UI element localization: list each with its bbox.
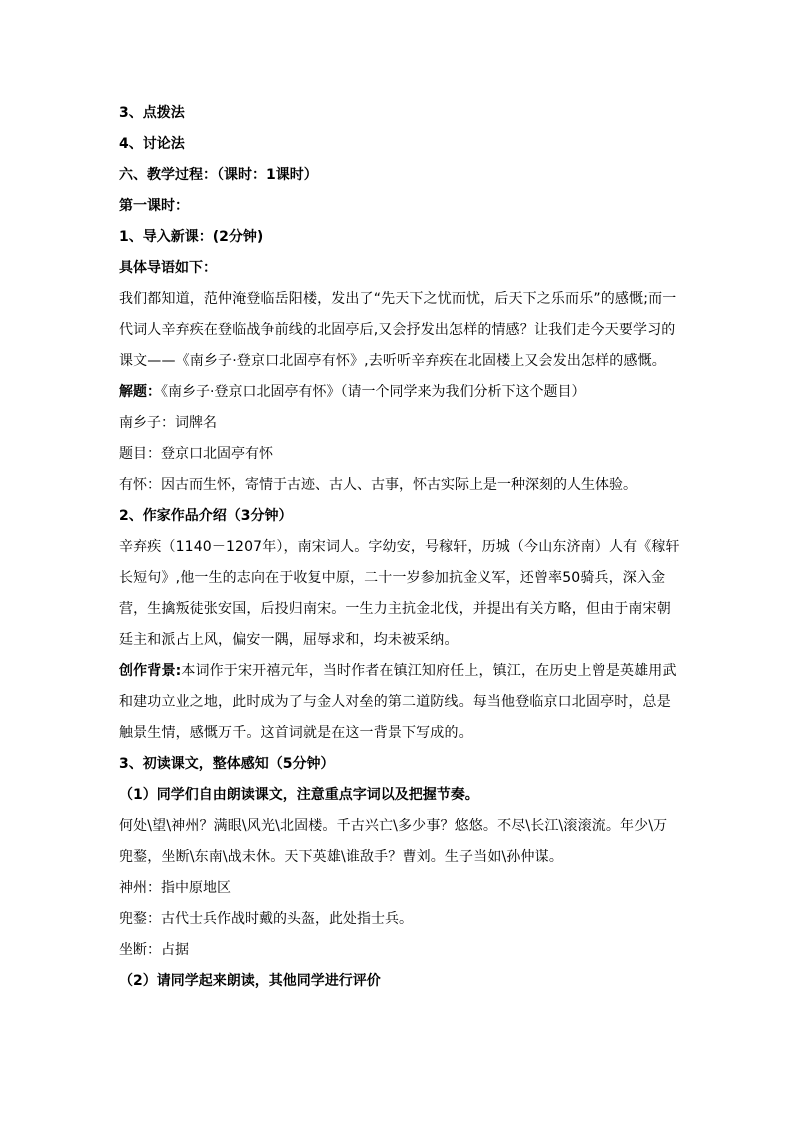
section-heading-teaching-process: 六、教学过程：（课时：1课时） [119, 167, 318, 183]
method-item-3: 3、点拨法 [119, 105, 185, 121]
step-heading-author: 2、作家作品介绍（3分钟） [119, 508, 293, 524]
step-heading-first-reading: 3、初读课文，整体感知（5分钟） [119, 756, 335, 772]
background-paragraph [119, 656, 681, 749]
youhuai-note: 有怀：因古而生怀，寄情于古迹、古人、古事，怀古实际上是一种深刻的人生体验。 [119, 477, 637, 493]
gloss-shenzhou: 神州：指中原地区 [119, 880, 231, 896]
title-note: 题目：登京口北固亭有怀 [119, 446, 273, 462]
title-explanation [119, 377, 681, 408]
document-body [119, 98, 681, 997]
author-paragraph: 辛弃疾（1140－1207年），南宋词人。字幼安，号稼轩，历城（今山东济南）人有《稼轩长短句》,他一生的志向在于收复中原，二十一岁参加抗金义军，还曾率50骑兵，深入金营，生擒叛徒张安国，后投归南宋。一生力主抗金北伐，并提出有关方略，但由于南宋朝廷主和派占上风，偏安一隅，屈辱求和，均未被采纳。 [119, 539, 680, 648]
background-text: 本词作于宋开禧元年，当时作者在镇江知府任上，镇江，在历史上曾是英雄用武和建功立业之地，此时成为了与金人对垒的第二道防线。每当他登临京口北固亭时，总是触景生情，感慨万千。这首词就是在这一背景下写成的。 [119, 663, 677, 741]
title-explanation-label: 解题： [119, 384, 161, 400]
background-label: 创作背景: [119, 663, 182, 679]
method-item-4: 4、讨论法 [119, 136, 185, 152]
title-explanation-text: 《南乡子·登京口北固亭有怀》（请一个同学来为我们分析下这个题目） [161, 384, 586, 400]
cipai-note: 南乡子：词牌名 [119, 415, 217, 431]
intro-subheading: 具体导语如下： [119, 260, 217, 276]
gloss-doumou: 兜鍪：古代士兵作战时戴的头盔，此处指士兵。 [119, 911, 413, 927]
poem-rhythm-text: 何处\望\神州？满眼\风光\北固楼。千古兴亡\多少事？悠悠。不尽\长江\滚滚流。年少\万兜鍪，坐断\东南\战未休。天下英雄\谁敌手？曹刘。生子当如\孙仲谋。 [119, 818, 668, 865]
reading-task-2: （2）请同学起来朗读，其他同学进行评价 [119, 973, 381, 989]
lesson-heading: 第一课时： [119, 198, 189, 214]
step-heading-intro: 1、导入新课：(2分钟) [119, 229, 264, 245]
intro-paragraph: 我们都知道，范仲淹登临岳阳楼，发出了“先天下之忧而忧，后天下之乐而乐”的感慨;而一代词人辛弃疾在登临战争前线的北固亭后,又会抒发出怎样的情感？让我们走今天要学习的课文——《南乡子·登京口北固亭有怀》,去听听辛弃疾在北固楼上又会发出怎样的感慨。 [119, 291, 677, 369]
reading-task-1: （1）同学们自由朗读课文，注意重点字词以及把握节奏。 [119, 787, 479, 803]
gloss-zuoduan: 坐断：占据 [119, 942, 189, 958]
